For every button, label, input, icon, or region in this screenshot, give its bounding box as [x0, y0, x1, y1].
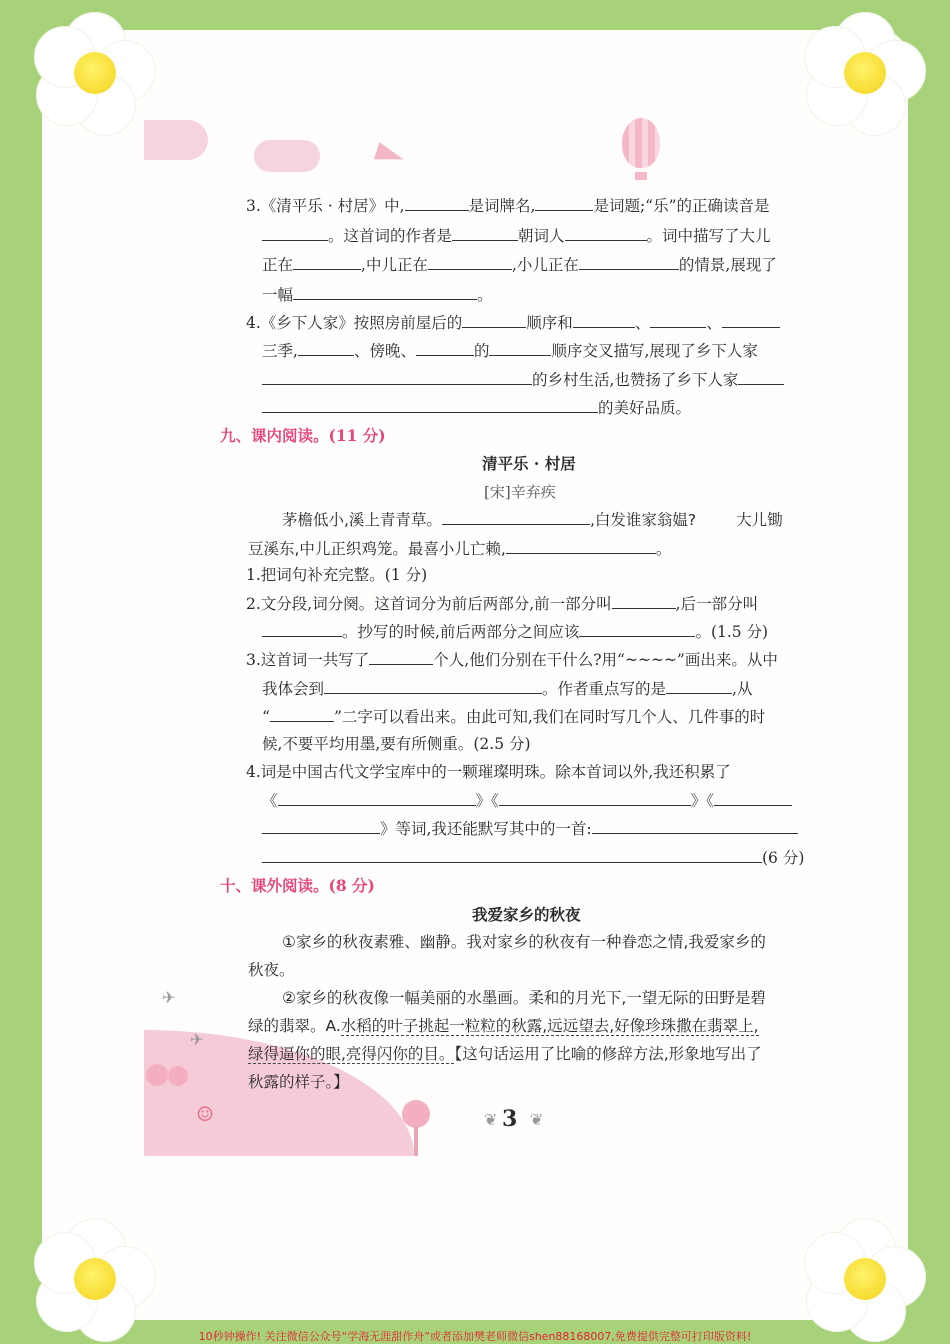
q9-s3-line4: 候,不要平均用墨,要有所侧重。(2.5 分) [262, 735, 531, 753]
answer-blank[interactable] [579, 620, 695, 637]
answer-blank[interactable] [462, 311, 526, 328]
text: 。 [655, 540, 672, 558]
text: 的 [473, 342, 490, 360]
answer-blank[interactable] [722, 311, 780, 328]
text: ,中儿正在 [361, 256, 428, 274]
passage-p2-line2 [248, 1015, 759, 1037]
answer-blank[interactable] [452, 224, 518, 241]
text: 的乡村生活,也赞扬了乡下人家 [532, 371, 739, 389]
text: 》《 [475, 792, 499, 810]
answer-blank[interactable] [489, 339, 551, 356]
q9-s3-line3 [262, 705, 765, 728]
text: 一幅 [262, 286, 294, 304]
answer-blank[interactable] [262, 817, 380, 834]
section-heading-10: 十、课外阅读。(8 分) [220, 876, 375, 895]
text: 【这句话运用了比喻的修辞方法,形象地写出了 [454, 1045, 762, 1063]
text: 《 [262, 792, 278, 810]
text: 》等词,我还能默写其中的一首: [380, 820, 592, 838]
text: 、 [706, 314, 722, 332]
text: 绿的翡翠。A. [248, 1017, 341, 1035]
text: 。 [477, 286, 493, 304]
answer-blank[interactable] [738, 368, 784, 385]
text: 。抄写的时候,前后两部分之间应该 [342, 623, 580, 641]
text: 个人,他们分别在干什么?用“ [433, 651, 625, 669]
passage-p2-line3 [248, 1043, 762, 1065]
q9-s3-line2 [262, 677, 752, 700]
q8-item4-line3 [262, 368, 784, 391]
text: 。(1.5 分) [695, 623, 769, 641]
q9-s1: 1.把词句补充完整。(1 分) [246, 566, 428, 584]
poem-line2 [248, 537, 671, 560]
answer-blank[interactable] [262, 396, 598, 413]
answer-blank[interactable] [298, 339, 354, 356]
passage-p1-line2: 秋夜。 [248, 961, 295, 979]
bird-ornament-icon: ❦ [484, 1110, 498, 1129]
bird-icon: ✈ [162, 988, 176, 1007]
text: 正在 [262, 256, 294, 274]
q9-s4-line2 [262, 789, 792, 812]
poem-title: 清平乐 · 村居 [482, 454, 576, 473]
q9-s2-line2 [262, 620, 768, 643]
q9-s4-line4 [262, 846, 804, 869]
text: ”二字可以看出来。由此可知,我们在同时写几个人、几件事的时 [333, 708, 766, 726]
answer-blank[interactable] [428, 253, 512, 270]
text: 、 [634, 314, 651, 332]
text: ”画出来。从中 [676, 651, 778, 669]
underlined-sentence: 水稻的叶子挑起一粒粒的秋露,远远望去,好像珍珠撒在翡翠上, [340, 1017, 759, 1035]
answer-blank[interactable] [324, 677, 542, 694]
passage-title: 我爱家乡的秋夜 [472, 905, 581, 924]
text: 。作者重点写的是 [542, 680, 667, 698]
text: 3.这首词一共写了 [246, 651, 370, 669]
q9-s4-line1: 4.词是中国古代文学宝库中的一颗璀璨明珠。除本首词以外,我还积累了 [246, 763, 731, 781]
answer-blank[interactable] [262, 224, 328, 241]
text: 3.《清平乐 · 村居》中, [246, 197, 405, 215]
section-heading-9: 九、课内阅读。(11 分) [220, 426, 386, 445]
text: 的情景,展现了 [678, 256, 777, 274]
passage-p2-line4: 秋露的样子。】 [248, 1073, 349, 1091]
q8-item4-line4 [262, 396, 691, 419]
footer-promo-text: 10秒钟操作! 关注微信公众号“学海无涯甜作舟”或者添加樊老师微信shen88168007,免费提供完整可打印版资料! [198, 1330, 752, 1343]
q8-item4-line2 [262, 339, 758, 362]
wavy-line-symbol: ~~~~ [624, 651, 677, 669]
text: 的美好品质。 [598, 399, 692, 417]
text: ,从 [732, 680, 753, 698]
answer-blank[interactable] [612, 592, 676, 609]
page-number: 3 [502, 1106, 518, 1132]
text: 》《 [690, 792, 715, 810]
answer-blank[interactable] [535, 194, 593, 211]
text: ,后一部分叫 [675, 595, 759, 613]
passage-p1-line1: ①家乡的秋夜素雅、幽静。我对家乡的秋夜有一种眷恋之情,我爱家乡的 [282, 933, 766, 951]
q9-s2-line1 [246, 592, 758, 615]
text: 朝词人 [518, 227, 565, 245]
answer-blank[interactable] [262, 368, 532, 385]
child-figure-icon: ☺ [196, 1102, 214, 1126]
text: 4.《乡下人家》按照房前屋后的 [246, 314, 463, 332]
poem-author: [宋]辛弃疾 [484, 483, 556, 501]
q8-item3-line4 [262, 283, 493, 306]
passage-p2-line1: ②家乡的秋夜像一幅美丽的水墨画。柔和的月光下,一望无际的田野是碧 [282, 989, 766, 1007]
text: 三季, [262, 342, 298, 360]
answer-blank[interactable] [262, 620, 342, 637]
answer-blank[interactable] [416, 339, 474, 356]
underlined-sentence: 绿得逼你的眼,亮得闪你的目。 [248, 1045, 455, 1063]
answer-blank[interactable] [666, 677, 732, 694]
answer-blank[interactable] [262, 846, 762, 863]
text: 是词牌名, [468, 197, 536, 215]
q9-s3-line1 [246, 648, 778, 671]
q9-s4-line3 [262, 817, 798, 840]
answer-blank[interactable] [278, 789, 476, 806]
text: 茅檐低小,溪上青青草。 [282, 511, 442, 529]
text: 豆溪东,中儿正织鸡笼。最喜小儿亡赖, [248, 540, 506, 558]
bird-ornament-icon: ❦ [530, 1110, 544, 1129]
text: “ [262, 708, 270, 726]
text: ,小儿正在 [511, 256, 579, 274]
bird-icon: ✈ [190, 1030, 204, 1049]
answer-blank[interactable] [270, 705, 334, 722]
text: 顺序交叉描写,展现了乡下人家 [551, 342, 758, 360]
text: 、傍晚、 [353, 342, 416, 360]
text: 是词题;“乐”的正确读音是 [593, 197, 770, 215]
text: 顺序和 [526, 314, 573, 332]
text: (6 分) [762, 849, 805, 867]
answer-blank[interactable] [293, 283, 477, 300]
text: 2.文分段,词分阕。这首词分为前后两部分,前一部分叫 [246, 595, 612, 613]
answer-blank[interactable] [714, 789, 792, 806]
answer-blank[interactable] [573, 311, 635, 328]
answer-blank[interactable] [405, 194, 469, 211]
text: 我体会到 [262, 680, 325, 698]
answer-blank[interactable] [369, 648, 433, 665]
text: 。这首词的作者是 [328, 227, 453, 245]
text: 大儿锄 [736, 511, 783, 529]
q8-item3-line3 [262, 253, 777, 276]
answer-blank[interactable] [565, 224, 647, 241]
poem-line1 [282, 508, 783, 531]
text: ,白发谁家翁媪? [589, 511, 697, 529]
answer-blank[interactable] [506, 537, 656, 554]
answer-blank[interactable] [579, 253, 679, 270]
answer-blank[interactable] [499, 789, 691, 806]
answer-blank[interactable] [293, 253, 361, 270]
answer-blank[interactable] [592, 817, 798, 834]
q8-item3-line1 [246, 194, 770, 217]
text: 。词中描写了大儿 [646, 227, 771, 245]
q8-item4-line1 [246, 311, 780, 334]
q8-item3-line2 [262, 224, 771, 247]
answer-blank[interactable] [442, 508, 590, 525]
answer-blank[interactable] [650, 311, 706, 328]
